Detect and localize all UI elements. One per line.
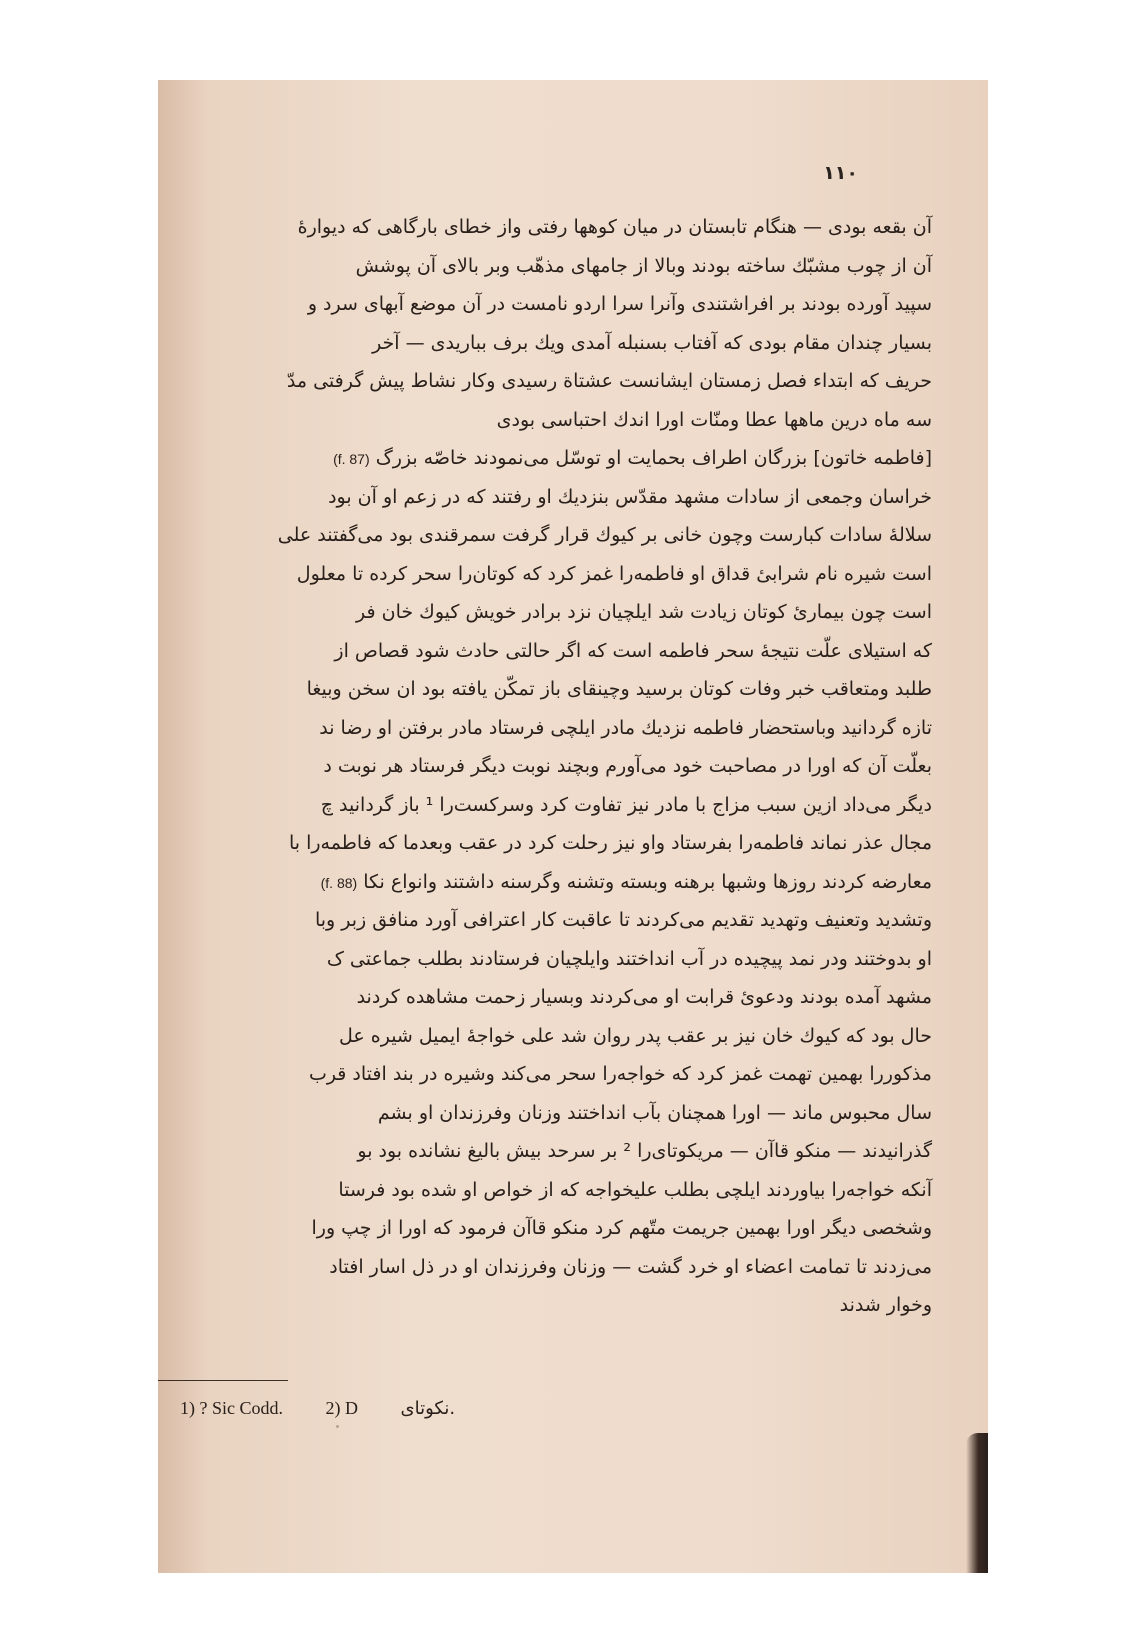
text-line: خراسان وجمعی از سادات مشهد مقدّس بنزدیك او رفتند که در زعم او آن بود xyxy=(328,485,932,508)
text-line: آن بقعه بودی — هنگام تابستان در میان کوهها رفتی واز خطای بارگاهی که دیوارهٔ xyxy=(297,216,932,238)
footnotes xyxy=(180,1398,531,1419)
folio-marker: (f. 88) xyxy=(320,874,358,891)
footnote-1: 1) ? Sic Codd. xyxy=(180,1398,283,1418)
footnote-divider xyxy=(158,1380,288,1381)
text-line: گذرانیدند — منکو قاآن — مریکوتای‌را ² بر سرحد بیش بالیغ نشانده بود بو xyxy=(357,1140,932,1162)
footnote-2 xyxy=(326,1398,494,1418)
text-line: مجال عذر نماند فاطمه‌را بفرستاد واو نیز رحلت کرد در عقب وبعدما که فاطمه‌را با xyxy=(288,832,932,854)
text-line: او بدوختند ودر نمد پیچیده در آب انداختند وایلچیان فرستادند بطلب جماعتی ک xyxy=(326,947,932,970)
text-line-with-folio xyxy=(158,863,982,902)
text-line: حال بود که کیوك خان نیز بر عقب پدر روان شد علی خواجهٔ ایمیل شیره عل xyxy=(339,1024,932,1047)
text-line: مذکوررا بهمین تهمت غمز کرد که خواجه‌را سحر می‌کند وشیره در بند افتاد قرب xyxy=(308,1063,932,1085)
text-line: وخوار شدند xyxy=(839,1294,932,1316)
line-text: [فاطمه خاتون] بزرگان اطراف بحمایت او توسّل می‌نمودند خاصّه بزرگ xyxy=(375,447,932,469)
line-text: معارضه کردند روزها وشبها برهنه وبسته وتشنه وگرسنه داشتند وانواع نکا xyxy=(363,870,932,893)
text-line-with-folio xyxy=(158,439,982,478)
text-line: وشخصی دیگر اورا بهمین جریمت متّهم کرد منکو قاآن فرمود که اورا از چپ ورا xyxy=(311,1217,932,1239)
text-line: آنکه خواجه‌را بیاوردند ایلچی بطلب علیخواجه که از خواص او شده بود فرستا xyxy=(338,1178,932,1201)
text-line: تازه گردانید وباستحضار فاطمه نزدیك مادر ایلچی فرستاد مادر برفتن او رضا ند xyxy=(319,716,932,739)
text-line: مشهد آمده بودند ودعویٔ قرابت او می‌کردند وبسیار زحمت مشاهده کردند xyxy=(356,986,932,1008)
text-line: که استیلای علّت نتیجهٔ سحر فاطمه است که اگر حالتی حادث شود قصاص از xyxy=(334,639,932,662)
folio-marker: (f. 87) xyxy=(333,451,370,467)
text-line: می‌زدند تا تمامت اعضاء او خرد گشت — وزنان وفرزندان او در ذل اسار افتاد xyxy=(329,1255,932,1278)
footnote-2-arabic: نکوتای. xyxy=(400,1398,456,1419)
text-line: آن از چوب مشبّك ساخته بودند وبالا از جامهای مذهّب وبر بالای آن پوشش xyxy=(355,254,932,277)
speck xyxy=(336,1425,339,1428)
text-line: دیگر می‌داد ازین سبب مزاج با مادر نیز تفاوت کرد وسرکست‌را ¹ باز گردانید چ xyxy=(320,793,932,816)
text-line: سال محبوس ماند — اورا همچنان بآب انداختند وزنان وفرزندان او بشم xyxy=(377,1101,932,1124)
page-number: ۱۱۰ xyxy=(823,162,858,184)
text-line: طلبد ومتعاقب خبر وفات کوتان برسید وچینقای باز تمکّن یافته بود ان سخن وبیغا xyxy=(306,678,932,700)
footnote-2-label: 2) D xyxy=(325,1398,358,1418)
text-line: است شیره نام شرابیٔ قداق او فاطمه‌را غمز کرد که کوتان‌را سحر کرده تا معلول xyxy=(296,562,932,585)
text-line: سه ماه درین ماهها عطا ومنّات اورا اندك احتباسی بودی xyxy=(496,408,932,431)
body-text xyxy=(158,208,982,1325)
text-line: است چون بیماریٔ کوتان زیادت شد ایلچیان نزد برادر خویش کیوك خان فر xyxy=(356,601,932,623)
binding-shadow xyxy=(966,1433,988,1573)
text-line: بسیار چندان مقام بودی که آفتاب بسنبله آمدی ویك برف بباریدی — آخر xyxy=(372,331,932,354)
text-line: حریف که ابتداء فصل زمستان ایشانست عشتاة رسیدی وکار نشاط پیش گرفتی مدّ xyxy=(286,370,932,392)
text-line: سپید آورده بودند بر افراشتندی وآنرا سرا اردو نامست در آن موضع آبهای سرد و xyxy=(307,293,932,315)
text-line: وتشدید وتعنیف وتهدید تقدیم می‌کردند تا عاقبت کار اعترافی آورد منافق زبر وبا xyxy=(314,909,932,931)
text-line: سلالهٔ سادات کبارست وچون خانی بر کیوك قرار گرفت سمرقندی بود می‌گفتند علی xyxy=(277,524,932,546)
text-line: بعلّت آن که اورا در مصاحبت خود می‌آورم وبچند نوبت دیگر فرستاد هر نوبت د xyxy=(323,755,932,777)
scanned-page xyxy=(158,80,988,1573)
